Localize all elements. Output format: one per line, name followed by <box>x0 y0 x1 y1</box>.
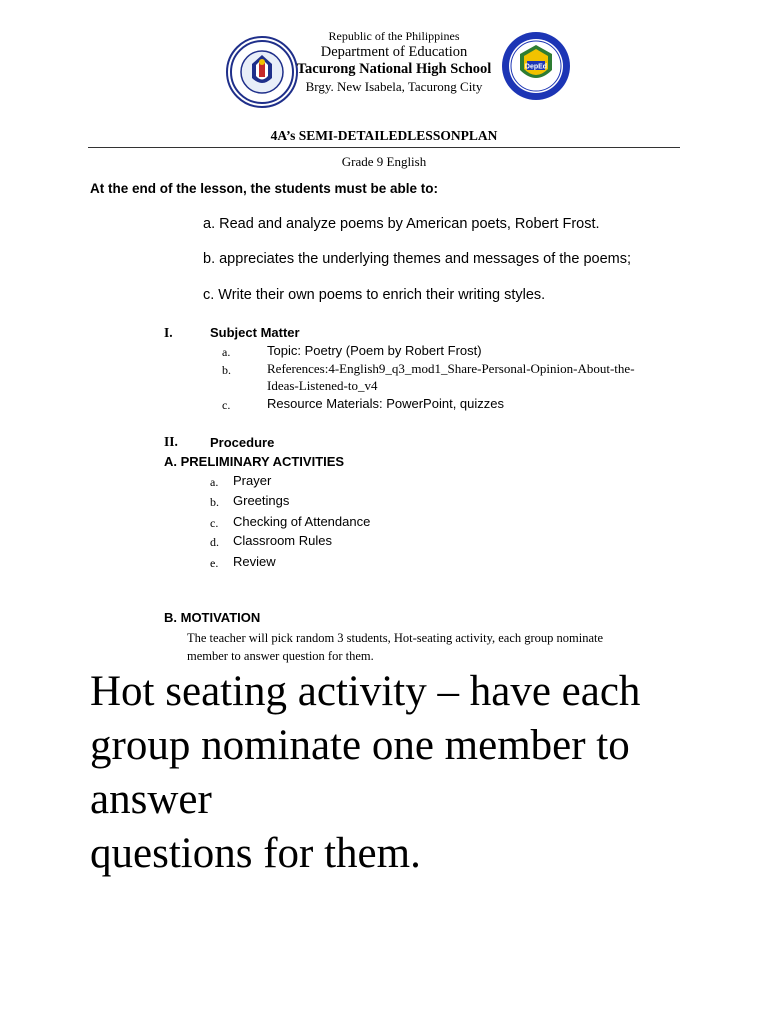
list-marker: b. <box>222 363 231 377</box>
overlay-line: answer <box>90 776 212 823</box>
header-school: Tacurong National High School <box>296 61 492 77</box>
subject-materials: Resource Materials: PowerPoint, quizzes <box>267 396 504 411</box>
motivation-heading: B. MOTIVATION <box>164 610 261 625</box>
objective-item: b. appreciates the underlying themes and messages of the poems; <box>203 251 632 267</box>
list-marker: b. <box>210 495 219 509</box>
objective-item: c. Write their own poems to enrich their writing styles. <box>203 287 546 303</box>
objectives-intro: At the end of the lesson, the students must be able to: <box>90 181 439 196</box>
list-marker: c. <box>210 516 219 530</box>
header-address: Brgy. New Isabela, Tacurong City <box>305 79 483 94</box>
objective-item: a. Read and analyze poems by American poets, Robert Frost. <box>203 216 600 232</box>
motivation-text: The teacher will pick random 3 students, Hot-seating activity, each group nominate <box>187 631 604 645</box>
list-marker: a. <box>210 475 219 489</box>
motivation-text-cont: member to answer question for them. <box>187 649 374 663</box>
activity-item: Review <box>233 554 276 569</box>
subject-references: References:4-English9_q3_mod1_Share-Personal-Opinion-About-the- <box>267 361 635 376</box>
lesson-plan-subtitle: Grade 9 English <box>341 154 427 169</box>
list-marker: a. <box>222 345 231 359</box>
overlay-line: Hot seating activity – have each <box>90 668 641 715</box>
overlay-line: questions for them. <box>90 830 421 877</box>
activity-item: Checking of Attendance <box>233 514 371 529</box>
title-rule <box>88 147 680 148</box>
activity-item: Prayer <box>233 473 272 488</box>
activity-item: Classroom Rules <box>233 533 332 548</box>
list-marker: c. <box>222 398 231 412</box>
section-numeral: II. <box>164 434 178 449</box>
list-marker: e. <box>210 556 219 570</box>
section-numeral: I. <box>164 325 173 340</box>
lesson-plan-title: 4A’s SEMI-DETAILEDLESSONPLAN <box>270 128 498 143</box>
header-department: Department of Education <box>320 44 468 60</box>
subject-topic: Topic: Poetry (Poem by Robert Frost) <box>267 343 482 358</box>
seal-text: DepEd <box>524 63 548 71</box>
subject-matter-heading: Subject Matter <box>210 325 300 340</box>
subject-references-cont: Ideas-Listened-to_v4 <box>267 378 378 393</box>
preliminary-heading: A. PRELIMINARY ACTIVITIES <box>164 454 345 469</box>
overlay-line: group nominate one member to <box>90 722 630 769</box>
activity-item: Greetings <box>233 493 290 508</box>
procedure-heading: Procedure <box>210 435 275 450</box>
header-republic: Republic of the Philippines <box>328 29 460 43</box>
list-marker: d. <box>210 535 219 549</box>
